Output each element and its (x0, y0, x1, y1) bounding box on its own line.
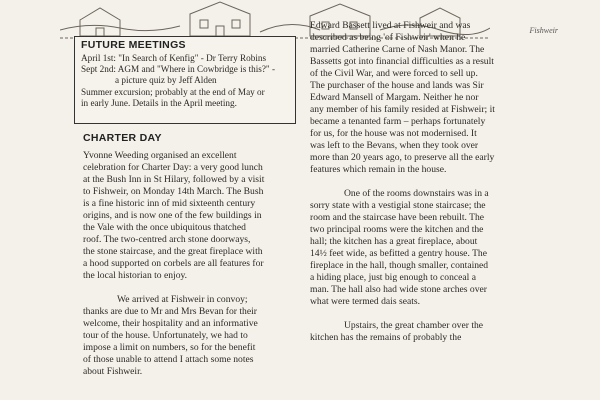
paragraph (310, 320, 516, 344)
text-line: fireplace in the hall, though smaller, contained (310, 260, 489, 271)
text-line: was left to the Bevans, when they took over (310, 140, 479, 151)
text-line: roof. The two-centred arch stone doorways, (83, 234, 251, 245)
text-line: the Vale with the once ubiquitous thatched (83, 222, 246, 233)
meeting-line: April 1st: "In Search of Kenfig" - Dr Terry Robins (81, 53, 267, 63)
text-line: what were termed dais seats. (310, 296, 421, 307)
text-line: We arrived at Fishweir in convoy; (117, 294, 248, 305)
text-line: welcome, their hospitality and an informative (83, 318, 258, 329)
text-line: of those unable to attend I attach some notes (83, 354, 254, 365)
text-line: more than 20 years ago, to preserve all the early (310, 152, 495, 163)
text-line: Edward Mansell of Margam. Neither he nor (310, 92, 479, 103)
paragraph (83, 294, 295, 378)
text-line: impose a limit on numbers, so for the benefit (83, 342, 256, 353)
text-line: any member of his family resided at Fishweir; it (310, 104, 495, 115)
text-line: is a fine historic inn of mid sixteenth century (83, 198, 256, 209)
text-line: two principal rooms were the kitchen and the (310, 224, 484, 235)
text-line: 14½ feet wide, as befitted a gentry house. The (310, 248, 487, 259)
text-line: Yvonne Weeding organised an excellent (83, 150, 237, 161)
text-line: One of the rooms downstairs was in a (344, 188, 489, 199)
future-meetings-title: FUTURE MEETINGS (81, 39, 186, 51)
text-line: thanks are due to Mr and Mrs Bevan for their (83, 306, 257, 317)
text-line: kitchen has the remains of probably the (310, 332, 462, 343)
text-line: man. The hall also had wide stone arches over (310, 284, 487, 295)
text-line: The purchaser of the house and lands was Sir (310, 80, 484, 91)
text-line: Edward Bassett lived at Fishweir and was (310, 20, 471, 31)
text-line: sorry state with a vestigial stone staircase; the (310, 200, 486, 211)
paragraph-gap (310, 176, 516, 188)
text-line: the local historian to enjoy. (83, 270, 188, 281)
charter-day-body (83, 150, 295, 378)
text-line: tour of the house. Unfortunately, we had to (83, 330, 248, 341)
text-line: at the Bush Inn in St Hilary, followed by a visit (83, 174, 265, 185)
future-meetings-box (74, 36, 296, 124)
text-line: Upstairs, the great chamber over the (344, 320, 484, 331)
text-line: became a tenanted farm – perhaps fortunately (310, 116, 486, 127)
meeting-line: a picture quiz by Jeff Alden (115, 75, 217, 86)
text-line: about Fishweir. (83, 366, 143, 377)
paragraph (310, 20, 516, 176)
text-line: features which remain in the house. (310, 164, 447, 175)
text-line: to Fishweir, on Monday 14th March. The Bush (83, 186, 264, 197)
text-line: celebration for Charter Day: a very good lunch (83, 162, 263, 173)
text-line: for us, for the house was not modernised. It (310, 128, 477, 139)
charter-day-heading: CHARTER DAY (83, 132, 162, 144)
text-line: Bassetts got into financial difficulties as a result (310, 56, 494, 67)
fishweir-body (310, 20, 516, 344)
meeting-line: Sept 2nd: AGM and "Where in Cowbridge is this?" - (81, 64, 276, 75)
text-line: hall; the kitchen has a great fireplace, about (310, 236, 478, 247)
text-line: a hood supported on corbels are all features for (83, 258, 264, 269)
paragraph-gap (310, 308, 516, 320)
text-line: described as being 'of Fishweir' when he (310, 32, 466, 43)
text-line: of the Civil War, and were forced to sell up. (310, 68, 478, 79)
meeting-line: in early June. Details in the April meeting. (81, 97, 237, 108)
running-head: Fishweir (529, 26, 558, 35)
paragraph (310, 188, 516, 308)
text-line: the stone staircase, and the great fireplace with (83, 246, 263, 257)
paragraph (83, 150, 295, 282)
text-line: origins, and is now one of the few buildings in (83, 210, 262, 221)
paragraph-gap (83, 282, 295, 294)
meeting-line: Summer excursion; probably at the end of May or (81, 86, 265, 97)
text-line: married Catherine Carne of Nash Manor. The (310, 44, 485, 55)
text-line: a hiding place, just big enough to conceal a (310, 272, 476, 283)
text-line: room and the staircase have been rebuilt. The (310, 212, 485, 223)
